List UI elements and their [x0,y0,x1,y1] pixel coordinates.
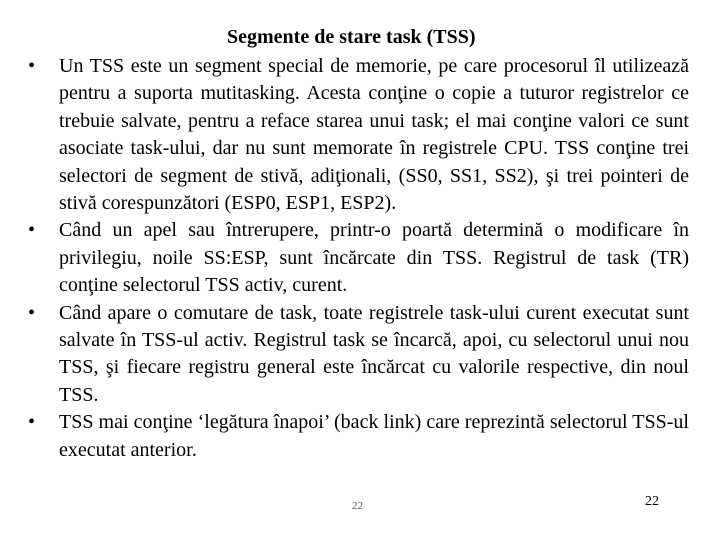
bullet-icon: • [28,301,36,324]
bullet-icon: • [28,219,36,242]
bullet-item [28,300,689,410]
bullet-item [28,53,689,217]
bullet-icon: • [28,55,36,77]
page-number-overlay: 22 [352,500,363,512]
bullet-icon: • [28,411,36,434]
bullet-text: Când un apel sau întrerupere, printr-o poartă determină o modificare în privilegiu, noile SS:ESP, sunt încărcate din TSS. Registrul de task (TR) conţine selectorul TSS activ, curent. [59,219,689,297]
slide-title: Segmente de stare task (TSS) [227,26,476,48]
bullet-item [28,217,689,299]
bullet-text: TSS mai conţine ‘legătura înapoi’ (back link) care reprezintă selectorul TSS-ul executat anterior. [59,411,689,461]
bullet-text: Un TSS este un segment special de memorie, pe care procesorul îl utilizează pentru a suporta mutitasking. Acesta conţine o copie a tuturor registrelor ce trebuie salvate, pentru a reface starea unui task; el mai conţine valori ce sunt asociate task-ului, dar nu sunt memorate în registrele CPU. TSS conţine trei selectori de segment de stivă, adiţionali, (SS0, SS1, SS2), şi trei pointeri de stivă corespunzători (ESP0, ESP1, ESP2). [59,55,689,215]
bullet-list [28,53,689,464]
bullet-text: Când apare o comutare de task, toate registrele task-ului curent executat sunt salvate în TSS-ul activ. Registrul task se încarcă, apoi, cu selectorul unui nou TSS, şi fiecare registru general este încărcat cu valorile respective, din noul TSS. [59,301,689,406]
bullet-item [28,409,689,464]
page-number: 22 [645,494,659,509]
